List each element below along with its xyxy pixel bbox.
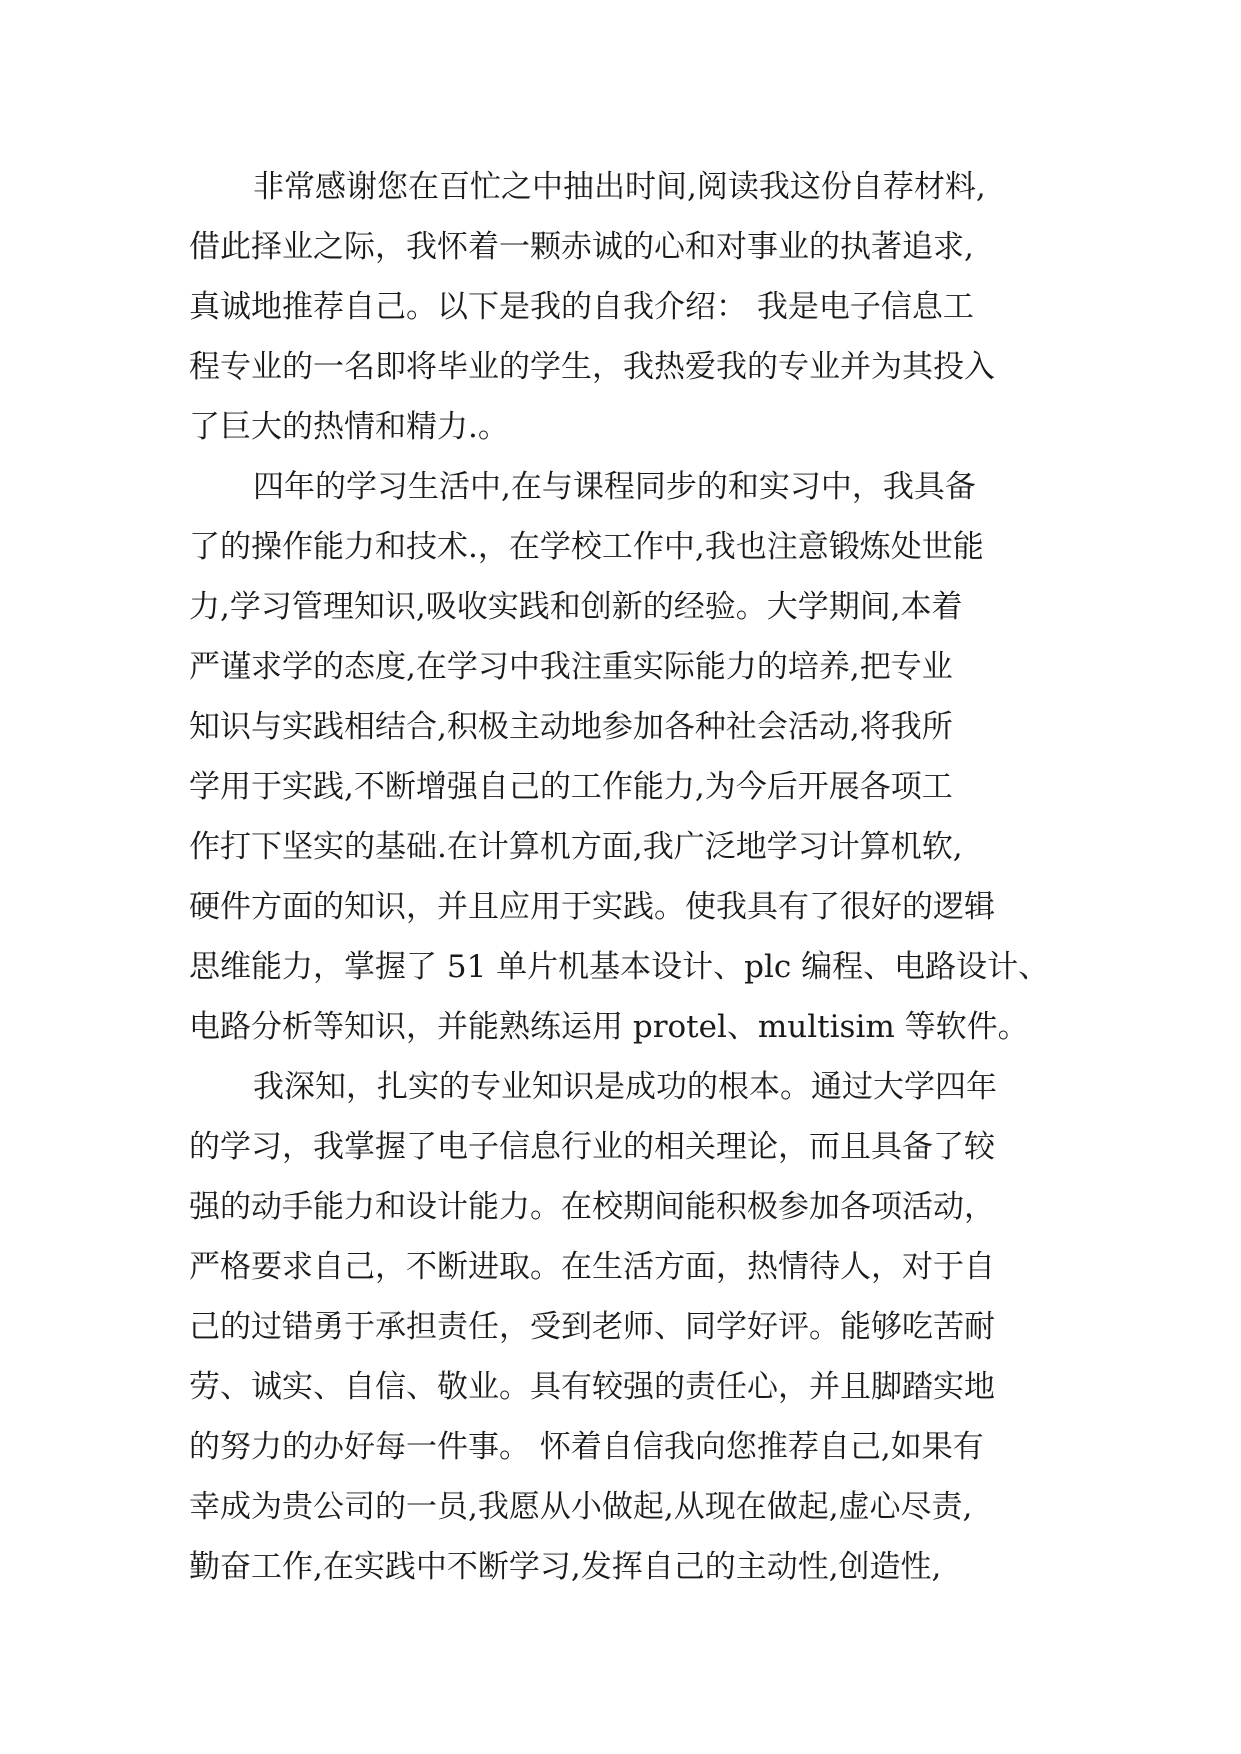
text-line: 严格要求自己，不断进取。在生活方面，热情待人，对于自 (189, 1249, 995, 1285)
text-line: 作打下坚实的基础.在计算机方面,我广泛地学习计算机软, (189, 829, 963, 865)
text-line: 学用于实践,不断增强自己的工作能力,为今后开展各项工 (189, 769, 953, 805)
text-line: 我深知，扎实的专业知识是成功的根本。通过大学四年 (253, 1069, 997, 1105)
text-line: 严谨求学的态度,在学习中我注重实际能力的培养,把专业 (189, 649, 953, 685)
text-line: 硬件方面的知识，并且应用于实践。使我具有了很好的逻辑 (189, 889, 995, 925)
text-line: 非常感谢您在百忙之中抽出时间,阅读我这份自荐材料, (253, 169, 986, 205)
text-line: 力,学习管理知识,吸收实践和创新的经验。大学期间,本着 (189, 589, 963, 625)
text-line: 己的过错勇于承担责任，受到老师、同学好评。能够吃苦耐 (189, 1309, 995, 1345)
text-line: 的学习，我掌握了电子信息行业的相关理论，而且具备了较 (189, 1129, 995, 1165)
text-line: 的努力的办好每一件事。 怀着自信我向您推荐自己,如果有 (189, 1429, 984, 1465)
text-line: 知识与实践相结合,积极主动地参加各种社会活动,将我所 (189, 709, 953, 745)
text-line: 勤奋工作,在实践中不断学习,发挥自己的主动性,创造性, (189, 1549, 942, 1585)
text-line: 真诚地推荐自己。以下是我的自我介绍： 我是电子信息工 (189, 289, 974, 325)
text-line: 强的动手能力和设计能力。在校期间能积极参加各项活动， (189, 1189, 995, 1225)
text-line: 了巨大的热情和精力.。 (189, 409, 509, 445)
text-line: 四年的学习生活中,在与课程同步的和实习中，我具备 (253, 469, 976, 505)
text-line: 借此择业之际，我怀着一颗赤诚的心和对事业的执著追求, (189, 229, 974, 265)
text-line: 程专业的一名即将毕业的学生，我热爱我的专业并为其投入 (189, 349, 995, 385)
text-line: 劳、诚实、自信、敬业。具有较强的责任心，并且脚踏实地 (189, 1369, 995, 1405)
text-line: 幸成为贵公司的一员,我愿从小做起,从现在做起,虚心尽责, (189, 1489, 973, 1525)
text-line: 了的操作能力和技术.，在学校工作中,我也注意锻炼处世能 (189, 529, 984, 565)
text-line: 思维能力，掌握了 51 单片机基本设计、plc 编程、电路设计、 (189, 949, 1050, 985)
text-line: 电路分析等知识，并能熟练运用 protel、multisim 等软件。 (189, 1009, 1029, 1045)
